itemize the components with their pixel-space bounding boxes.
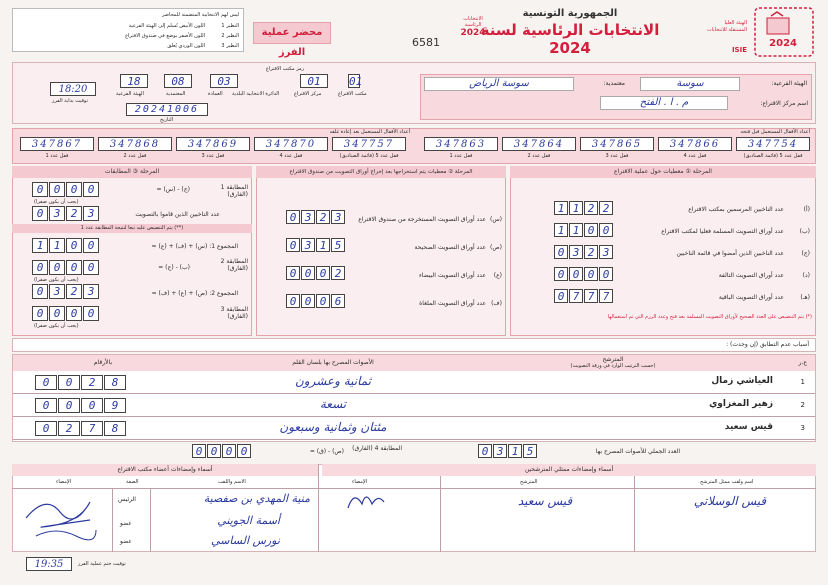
rep-signature bbox=[340, 486, 390, 516]
digit-cell: 3 bbox=[49, 284, 65, 299]
center-value: م . ا . الفتح bbox=[600, 96, 728, 110]
stage1-row-value bbox=[554, 289, 614, 303]
stage2-row-index: (ع) bbox=[493, 272, 502, 279]
digit-cell: 0 bbox=[49, 306, 65, 321]
lock-number: 347867 bbox=[20, 137, 94, 151]
code-office: 01 bbox=[349, 75, 363, 88]
digit-cell: 0 bbox=[286, 238, 300, 252]
election-logo: الانتخابات الرئاسية 2024 bbox=[460, 16, 486, 38]
digit-cell: 0 bbox=[35, 375, 57, 390]
digit-cell: 3 bbox=[493, 444, 507, 458]
digit-cell: 1 bbox=[49, 238, 65, 253]
stage1-row-index: (ب) bbox=[799, 228, 810, 235]
digit-cell: 1 bbox=[554, 201, 568, 215]
member-signature-1 bbox=[16, 488, 108, 550]
lock-number: 347863 bbox=[424, 137, 498, 151]
digit-cell: 9 bbox=[104, 398, 126, 413]
digit-cell: 0 bbox=[207, 444, 221, 458]
digit-cell: 0 bbox=[599, 223, 613, 237]
digit-cell: 0 bbox=[66, 238, 82, 253]
digit-cell: 0 bbox=[83, 182, 99, 197]
digit-cell: 0 bbox=[35, 398, 57, 413]
stage2-row-label: عدد أوراق التصويت البيضاء bbox=[418, 272, 486, 279]
digit-cell: 0 bbox=[192, 444, 206, 458]
digit-cell: 0 bbox=[32, 306, 48, 321]
total-value bbox=[478, 444, 538, 458]
delegation-value: سوسة الرياض bbox=[424, 77, 574, 91]
digit-cell: 2 bbox=[584, 245, 598, 259]
digit-cell: 2 bbox=[316, 210, 330, 224]
isie-stamp-icon bbox=[753, 6, 815, 58]
candidate-votes-digits bbox=[35, 375, 127, 390]
stage1-row-label: عدد الناخبين الذين أمضوا في قائمة الناخبين bbox=[676, 250, 784, 257]
code-circonscription: 18 bbox=[120, 74, 148, 88]
lock-number: 347866 bbox=[658, 137, 732, 151]
digit-cell: 5 bbox=[331, 238, 345, 252]
form-title: محضر عملية الفرز bbox=[261, 27, 323, 58]
lock-label: قفل عدد 2 bbox=[527, 153, 551, 159]
election-title-block bbox=[460, 8, 680, 57]
stage2-row-value bbox=[286, 210, 346, 224]
candidate-number: 1 bbox=[800, 378, 805, 386]
candidate-votes-digits bbox=[35, 421, 127, 436]
digit-cell: 0 bbox=[286, 294, 300, 308]
digit-cell: 6 bbox=[331, 294, 345, 308]
lock-number: 347757 bbox=[332, 137, 406, 151]
stage1-title: المرحلة ① معطيات حول عملية الاقتراع bbox=[510, 166, 816, 178]
digit-cell: 0 bbox=[58, 375, 80, 390]
candidate-name: العياشي زمال bbox=[711, 376, 773, 386]
code-sub-labels: مكتب الاقتراع مركز الاقتراع الدائرة الانتخابية البلدية العمادة المعتمدية الهيئة الفرعية bbox=[116, 91, 367, 97]
digit-cell: 7 bbox=[569, 289, 583, 303]
digit-cell: 0 bbox=[316, 294, 330, 308]
stage1-rows bbox=[510, 196, 816, 306]
isie-logo: 2024 الهيئة العليا المستقلة للانتخابات ISIE bbox=[705, 6, 815, 58]
digit-cell: 3 bbox=[331, 210, 345, 224]
digit-cell: 0 bbox=[49, 182, 65, 197]
stage1-row-label: عدد أوراق التصويت التالفة bbox=[718, 272, 784, 279]
m3-value bbox=[32, 306, 100, 321]
totals-row: العدد الجملي للأصوات المصرح بها 0 3 1 5 المطابقة 4 (الفارق) (ص) - (ق) = 0 0 0 0 bbox=[12, 444, 816, 462]
digit-cell: 0 bbox=[554, 245, 568, 259]
lock-number: 347868 bbox=[98, 137, 172, 151]
candidate-number: 3 bbox=[800, 424, 805, 432]
stage2-row-index: (س) bbox=[489, 216, 502, 223]
lock-label: قفل عدد 3 bbox=[201, 153, 225, 159]
stage2-row-value bbox=[286, 238, 346, 252]
code-center: 01 bbox=[300, 74, 328, 88]
locks-before bbox=[422, 137, 814, 161]
m2-value bbox=[32, 260, 100, 275]
lock-label: قفل عدد 2 bbox=[123, 153, 147, 159]
digit-cell: 2 bbox=[331, 266, 345, 280]
sorting-report-form: 2024 الهيئة العليا المستقلة للانتخابات ISIE الجمهورية التونسية الانتخابات الرئاسية لسنة 2024 الانتخابات الرئاسية 2024 6581 محضر عملية الفرز ليس لهم الانتخابية المتضمنة للمحاضر النظير 1 اللون الأبيض تُسلم إلى الهيئة الفرعية النظير 2 اللون الأصفر يوضع في صندوق الاقتراع النظير 3 اللون الوردي يُعلق رمز مكتب الاقتراع 01 01 03 08 18 مكتب الاقتراع مركز الاقتراع الدائرة الانتخابية البلدية العمادة المعتمدية الهيئة الفرعية 20241006 التاريخ 18:20 توقيت بداية الفرز الهيئة الفرعية: سوسة معتمدية: سوسة الرياض اسم مركز الاقتراع: م . ا . الفتح أعداد الأقفال المستعمل بعد إعادة غلقه أعداد الأقفال المستعمل قبل فتحه 347757 قفل عدد 5 (قائمة الصناديق) 347870 قفل عدد 4 347869 قفل عدد 3 347868 قفل عدد 2 347867 قفل عدد 1 347754 قفل عدد 5 (قائمة الصناديق) 347866 قفل عدد 4 347865 قفل عدد 3 347864 قفل عدد 2 347863 قفل عدد 1 المرحلة ③ المطابقات المطابقة 1 (الفارق) (ج) - (س) = 0 0 0 0 (يجب أن يكون صفرا) عدد الناخبين الذين قاموا بالتصويت 0 3 2 3 (**) يتم التنصيص عليه تبعا لنتيجة المطابقة عدد 1 المجموع 1: (س) + (ف) + (ع) = 1 1 0 0 المطابقة 2 (الفارق) (ب) - (ج) = 0 0 0 0 (يجب أن يكون صفرا) المجموع 2: (ص) + (ع) + (ف) = 0 3 2 3 المطابقة 3 (الفارق) 0 0 0 0 (يجب أن يكون صفرا) المرحلة ② معطيات يتم استخراجها بعد إخراج أوراق التصويت من صندوق الاقتراع (س) عدد أوراق التصويت المستخرجة من صندوق الاقتراع 0 3 2 3 (ص) عدد أوراق التصويت الصحيحة 0 3 1 5 (ع) عدد أوراق التصويت البيضاء 0 0 0 2 (ف) عدد أوراق التصويت الملغاة 0 0 0 6 المرحلة ① معطيات حول عملية الاقتراع (أ) عدد الناخبين المرسمين بمكتب الاقتراع 1 1 2 2 (ب) عدد أوراق التصويت المسلمة فعليا لمكتب الاقتراع 1 1 0 0 (ج) عدد الناخبين الذين أمضوا في قائمة الناخبين 0 3 2 3 (د) عدد أوراق التصويت التالفة 0 0 0 0 (هـ) عدد أوراق التصويت الباقية 0 7 7 7 (*) يتم التنصيص على العدد الصحيح لأوراق التصويت المسلمة بعد فتح وعدد الرزم التي تم استعمالها أسباب عدم التطابق (إن وجدت) : ع.ر المترشح (حسب الترتيب الوارد في ورقة التصويت) الأصوات المصرح بها بلسان القلم بالأرقام 1 العياشي زمال ثمانية وعشرون 0 0 2 8 2 زهير المغزاوي تسعة 0 0 0 9 3 قيس سعيد مئتان وثمانية وسبعون 0 2 7 8 العدد الجملي للأصوات المصرح بها 0 3 1 5 المطابقة 4 (الفارق) (ص) - (ق) = 0 0 0 0 أسماء وإمضاءات أعضاء مكتب الاقتراع أسماء وإمضاءات ممثلي المترشحين الإمضاء الصفة الاسم واللقب الإمضاء المترشح اسم ولقب ممثل المترشح الرئيس عضو عضو منية المهدي بن صفصية أسمة الجويني نورس الساسي قيس سعيد قيس الوسلاتي 19:35 توقيت ختم عملية الفرز bbox=[0, 0, 828, 585]
digit-cell: 0 bbox=[222, 444, 236, 458]
stage3-title: المرحلة ③ المطابقات bbox=[12, 166, 252, 178]
stage2-row-label: عدد أوراق التصويت المستخرجة من صندوق الاقتراع bbox=[358, 216, 486, 223]
digit-cell: 1 bbox=[508, 444, 522, 458]
digit-cell: 2 bbox=[66, 206, 82, 221]
candidate-name: قيس سعيد bbox=[724, 422, 773, 432]
lock-label: قفل عدد 1 bbox=[45, 153, 69, 159]
results-table: ع.ر المترشح (حسب الترتيب الوارد في ورقة التصويت) الأصوات المصرح بها بلسان القلم بالأرقام 1 العياشي زمال ثمانية وعشرون 0 0 2 8 2 زهير المغزاوي تسعة 0 0 0 9 3 قيس سعيد مئتان وثمانية وسبعون 0 2 7 8 bbox=[12, 354, 816, 442]
m4-value bbox=[192, 444, 252, 458]
lock-number: 347754 bbox=[736, 137, 810, 151]
digit-cell: 1 bbox=[569, 201, 583, 215]
digit-cell: 7 bbox=[599, 289, 613, 303]
digit-cell: 3 bbox=[49, 206, 65, 221]
election-title: الانتخابات الرئاسية لسنة 2024 bbox=[480, 21, 660, 57]
digit-cell: 2 bbox=[81, 375, 103, 390]
signatures-panel bbox=[12, 464, 816, 552]
lock-label: قفل عدد 5 (قائمة الصناديق) bbox=[339, 153, 399, 159]
stage2-row-index: (ف) bbox=[491, 300, 502, 307]
digit-cell: 0 bbox=[316, 266, 330, 280]
voters-value bbox=[32, 206, 100, 221]
code-municipality: 03 bbox=[210, 74, 238, 88]
stage2-row-index: (ص) bbox=[490, 244, 502, 251]
lock-number: 347870 bbox=[254, 137, 328, 151]
stage1-row-value bbox=[554, 201, 614, 215]
stage1-row-label: عدد الناخبين المرسمين بمكتب الاقتراع bbox=[688, 206, 784, 213]
digit-cell: 8 bbox=[104, 375, 126, 390]
stage1-row-index: (ج) bbox=[801, 250, 810, 257]
digit-cell: 2 bbox=[584, 201, 598, 215]
digit-cell: 3 bbox=[569, 245, 583, 259]
stage2-row-value bbox=[286, 266, 346, 280]
digit-cell: 3 bbox=[599, 245, 613, 259]
lock-label: قفل عدد 5 (قائمة الصناديق) bbox=[743, 153, 803, 159]
sub-authority-value: سوسة bbox=[640, 77, 740, 91]
digit-cell: 0 bbox=[286, 266, 300, 280]
digit-cell: 3 bbox=[83, 284, 99, 299]
stage2-rows bbox=[256, 200, 506, 310]
stage1-row-index: (أ) bbox=[803, 206, 810, 213]
digit-cell: 0 bbox=[599, 267, 613, 281]
lock-number: 347869 bbox=[176, 137, 250, 151]
stage1-row-value bbox=[554, 223, 614, 237]
sum1-value bbox=[32, 238, 100, 253]
candidate-votes-digits bbox=[35, 398, 127, 413]
digit-cell: 0 bbox=[286, 210, 300, 224]
locks-after bbox=[18, 137, 410, 161]
candidate-name: زهير المغزاوي bbox=[709, 399, 773, 409]
digit-cell: 3 bbox=[301, 238, 315, 252]
digit-cell: 0 bbox=[301, 294, 315, 308]
sum2-value bbox=[32, 284, 100, 299]
digit-cell: 1 bbox=[316, 238, 330, 252]
digit-cell: 0 bbox=[301, 266, 315, 280]
lock-number: 347864 bbox=[502, 137, 576, 151]
candidate-votes-words: تسعة bbox=[319, 397, 347, 411]
stage1-row-index: (د) bbox=[802, 272, 810, 279]
form-title-box bbox=[253, 22, 331, 58]
end-time-box: 19:35 bbox=[26, 557, 72, 571]
stage1-row-label: عدد أوراق التصويت الباقية bbox=[718, 294, 784, 301]
digit-cell: 0 bbox=[32, 260, 48, 275]
digit-cell: 0 bbox=[32, 182, 48, 197]
lock-number: 347865 bbox=[580, 137, 654, 151]
digit-cell: 2 bbox=[599, 201, 613, 215]
stage2-row-value bbox=[286, 294, 346, 308]
code-delegation: 08 bbox=[164, 74, 192, 88]
digit-cell: 1 bbox=[554, 223, 568, 237]
stage2-row-label: عدد أوراق التصويت الصحيحة bbox=[414, 244, 486, 251]
lock-label: قفل عدد 1 bbox=[449, 153, 473, 159]
stage2-row-label: عدد أوراق التصويت الملغاة bbox=[419, 300, 486, 307]
start-time-box: 18:20 bbox=[50, 82, 96, 96]
digit-cell: 0 bbox=[32, 284, 48, 299]
digit-cell: 0 bbox=[584, 267, 598, 281]
digit-cell: 0 bbox=[554, 289, 568, 303]
candidate-number: 2 bbox=[800, 401, 805, 409]
digit-cell: 8 bbox=[104, 421, 126, 436]
digit-cell: 0 bbox=[66, 306, 82, 321]
stage1-row-value bbox=[554, 267, 614, 281]
digit-cell: 0 bbox=[66, 182, 82, 197]
digit-cell: 1 bbox=[569, 223, 583, 237]
form-code: 6581 bbox=[412, 36, 440, 49]
digit-cell: 3 bbox=[83, 206, 99, 221]
digit-cell: 0 bbox=[35, 421, 57, 436]
digit-cell: 0 bbox=[32, 206, 48, 221]
digit-cell: 2 bbox=[66, 284, 82, 299]
mismatch-box: أسباب عدم التطابق (إن وجدت) : bbox=[12, 338, 816, 352]
date-box: 20241006 bbox=[126, 103, 208, 116]
digit-cell: 0 bbox=[58, 398, 80, 413]
digit-cell: 3 bbox=[301, 210, 315, 224]
digit-cell: 0 bbox=[554, 267, 568, 281]
digit-cell: 0 bbox=[83, 260, 99, 275]
digit-cell: 0 bbox=[83, 238, 99, 253]
stage2-title: المرحلة ② معطيات يتم استخراجها بعد إخراج أوراق التصويت من صندوق الاقتراع bbox=[256, 166, 506, 178]
digit-cell: 0 bbox=[584, 223, 598, 237]
digit-cell: 0 bbox=[66, 260, 82, 275]
digit-cell: 0 bbox=[478, 444, 492, 458]
digit-cell: 1 bbox=[32, 238, 48, 253]
digit-cell: 0 bbox=[569, 267, 583, 281]
lock-label: قفل عدد 4 bbox=[683, 153, 707, 159]
digit-cell: 0 bbox=[237, 444, 251, 458]
digit-cell: 2 bbox=[58, 421, 80, 436]
candidate-votes-words: ثمانية وعشرون bbox=[294, 374, 372, 388]
digit-cell: 7 bbox=[584, 289, 598, 303]
stage1-row-value bbox=[554, 245, 614, 259]
stage1-row-label: عدد أوراق التصويت المسلمة فعليا لمكتب الاقتراع bbox=[661, 228, 784, 235]
digit-cell: 0 bbox=[83, 306, 99, 321]
digit-cell: 0 bbox=[81, 398, 103, 413]
m1-value bbox=[32, 182, 100, 197]
candidate-votes-words: مئتان وثمانية وسبعون bbox=[279, 420, 387, 434]
digit-cell: 5 bbox=[523, 444, 537, 458]
digit-cell: 0 bbox=[49, 260, 65, 275]
lock-label: قفل عدد 4 bbox=[279, 153, 303, 159]
copy-labels: ليس لهم الانتخابية المتضمنة للمحاضر النظير 1 اللون الأبيض تُسلم إلى الهيئة الفرعية النظير 2 اللون الأصفر يوضع في صندوق الاقتراع النظير 3 اللون الوردي يُعلق bbox=[12, 8, 244, 52]
lock-label: قفل عدد 3 bbox=[605, 153, 629, 159]
stage1-row-index: (هـ) bbox=[800, 294, 810, 301]
digit-cell: 7 bbox=[81, 421, 103, 436]
republic-title: الجمهورية التونسية bbox=[522, 8, 618, 19]
